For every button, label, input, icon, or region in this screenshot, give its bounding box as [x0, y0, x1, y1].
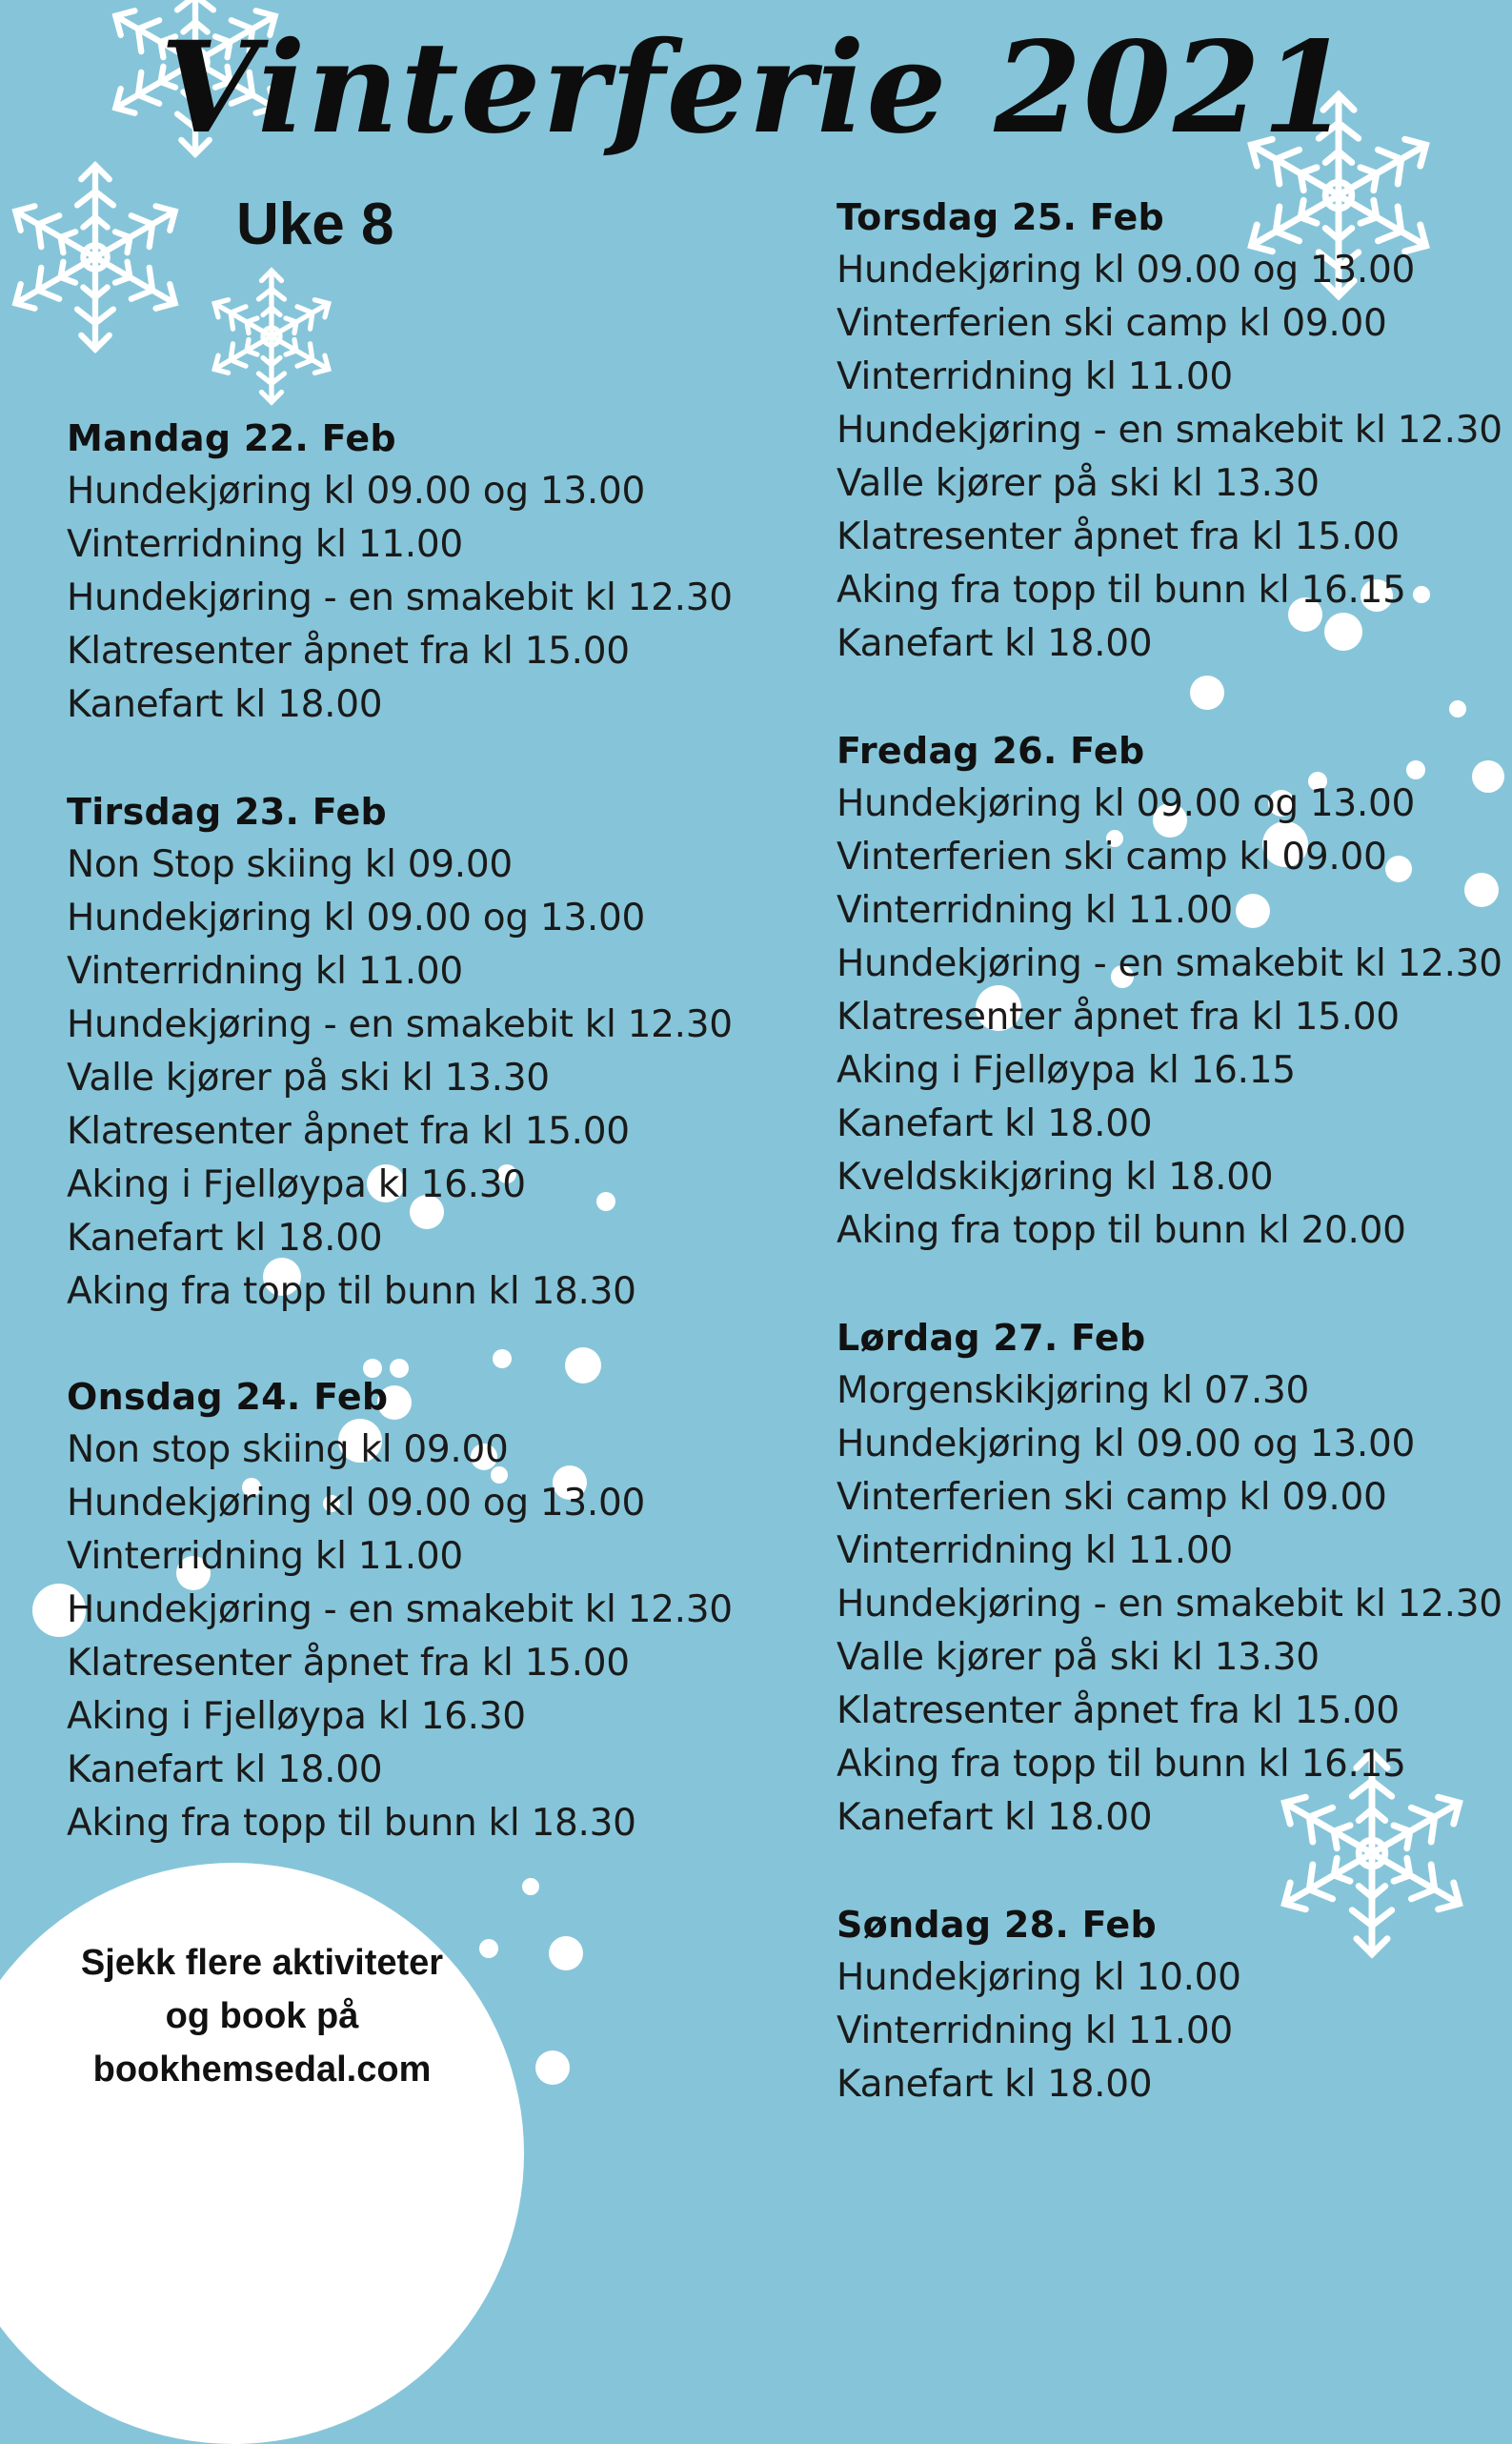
activity-item: Vinterridning kl 11.00	[67, 523, 463, 566]
activity-item: Kanefart kl 18.00	[67, 1217, 383, 1260]
day-saturday	[837, 1311, 1502, 1845]
snowflake-icon	[200, 265, 343, 408]
activity-item: Vinterridning kl 11.00	[67, 1535, 463, 1578]
day-heading: Søndag 28. Feb	[837, 1904, 1157, 1946]
activity-item: Aking i Fjelløypa kl 16.15	[837, 1049, 1296, 1092]
activity-item: Klatresenter åpnet fra kl 15.00	[837, 1689, 1400, 1732]
activity-item: Hundekjøring kl 09.00 og 13.00	[67, 470, 646, 513]
activity-list	[67, 1424, 733, 1850]
day-tuesday	[67, 785, 733, 1319]
activity-item: Hundekjøring - en smakebit kl 12.30	[837, 1583, 1502, 1626]
activity-item: Klatresenter åpnet fra kl 15.00	[67, 630, 630, 673]
activity-item: Aking fra topp til bunn kl 18.30	[67, 1270, 636, 1313]
activity-item: Aking i Fjelløypa kl 16.30	[67, 1695, 526, 1738]
activity-item: Aking fra topp til bunn kl 18.30	[67, 1802, 636, 1845]
activity-item: Valle kjører på ski kl 13.30	[67, 1057, 550, 1100]
snowflake-icon	[0, 157, 195, 357]
activity-item: Hundekjøring kl 09.00 og 13.00	[67, 897, 646, 939]
day-sunday	[837, 1898, 1241, 2111]
activity-item: Aking fra topp til bunn kl 20.00	[837, 1209, 1406, 1252]
activity-list	[67, 465, 733, 732]
day-heading: Tirsdag 23. Feb	[67, 791, 388, 833]
activity-item: Aking fra topp til bunn kl 16.15	[837, 569, 1406, 612]
activity-item: Non stop skiing kl 09.00	[67, 1428, 509, 1471]
activity-item: Aking i Fjelløypa kl 16.30	[67, 1163, 526, 1206]
day-friday	[837, 724, 1502, 1258]
activity-item: Non Stop skiing kl 09.00	[67, 843, 513, 886]
activity-item: Kanefart kl 18.00	[67, 1748, 383, 1791]
activity-item: Valle kjører på ski kl 13.30	[837, 462, 1320, 505]
page-title: Vinterferie 2021	[160, 14, 1352, 162]
booking-link[interactable]: bookhemsedal.com	[92, 2050, 432, 2090]
day-monday	[67, 412, 733, 732]
day-heading: Lørdag 27. Feb	[837, 1317, 1146, 1359]
activity-item: Kanefart kl 18.00	[837, 1796, 1153, 1839]
activity-item: Aking fra topp til bunn kl 16.15	[837, 1743, 1406, 1786]
activity-item: Klatresenter åpnet fra kl 15.00	[837, 515, 1400, 558]
cta-text	[38, 1936, 486, 2096]
day-heading: Onsdag 24. Feb	[67, 1376, 389, 1418]
activity-list	[837, 1364, 1502, 1845]
cta-line: Sjekk flere aktiviteter	[80, 1943, 444, 1983]
activity-list	[837, 778, 1502, 1258]
day-heading: Torsdag 25. Feb	[837, 196, 1165, 238]
day-wednesday	[67, 1370, 733, 1850]
activity-item: Hundekjøring kl 09.00 og 13.00	[67, 1482, 646, 1525]
week-label: Uke 8	[236, 192, 394, 257]
activity-item: Hundekjøring - en smakebit kl 12.30	[837, 409, 1502, 452]
day-thursday	[837, 191, 1502, 671]
activity-item: Kanefart kl 18.00	[837, 622, 1153, 665]
activity-item: Vinterferien ski camp kl 09.00	[837, 836, 1387, 879]
activity-item: Hundekjøring - en smakebit kl 12.30	[67, 576, 733, 619]
activity-item: Hundekjøring - en smakebit kl 12.30	[67, 1003, 733, 1046]
activity-item: Kanefart kl 18.00	[67, 683, 383, 726]
activity-item: Hundekjøring kl 09.00 og 13.00	[837, 1423, 1416, 1465]
cta-line: og book på	[165, 1996, 359, 2036]
activity-item: Morgenskikjøring kl 07.30	[837, 1369, 1310, 1412]
activity-item: Hundekjøring - en smakebit kl 12.30	[837, 942, 1502, 985]
activity-list	[67, 838, 733, 1319]
activity-item: Vinterridning kl 11.00	[837, 355, 1233, 398]
activity-item: Hundekjøring kl 09.00 og 13.00	[837, 249, 1416, 292]
activity-item: Vinterridning kl 11.00	[837, 1529, 1233, 1572]
activity-item: Klatresenter åpnet fra kl 15.00	[67, 1110, 630, 1153]
activity-item: Kanefart kl 18.00	[837, 1102, 1153, 1145]
activity-item: Klatresenter åpnet fra kl 15.00	[837, 996, 1400, 1039]
activity-item: Kveldskikjøring kl 18.00	[837, 1156, 1274, 1199]
activity-item: Hundekjøring kl 10.00	[837, 1956, 1241, 1999]
day-heading: Fredag 26. Feb	[837, 730, 1145, 772]
activity-item: Hundekjøring kl 09.00 og 13.00	[837, 782, 1416, 825]
activity-item: Vinterferien ski camp kl 09.00	[837, 1476, 1387, 1519]
activity-list	[837, 1951, 1241, 2111]
activity-item: Valle kjører på ski kl 13.30	[837, 1636, 1320, 1679]
activity-item: Kanefart kl 18.00	[837, 2063, 1153, 2106]
activity-item: Hundekjøring - en smakebit kl 12.30	[67, 1588, 733, 1631]
activity-item: Vinterridning kl 11.00	[837, 889, 1233, 932]
activity-item: Vinterferien ski camp kl 09.00	[837, 302, 1387, 345]
day-heading: Mandag 22. Feb	[67, 417, 396, 459]
activity-item: Klatresenter åpnet fra kl 15.00	[67, 1642, 630, 1685]
activity-item: Vinterridning kl 11.00	[67, 950, 463, 993]
activity-item: Vinterridning kl 11.00	[837, 2010, 1233, 2052]
activity-list	[837, 244, 1502, 671]
